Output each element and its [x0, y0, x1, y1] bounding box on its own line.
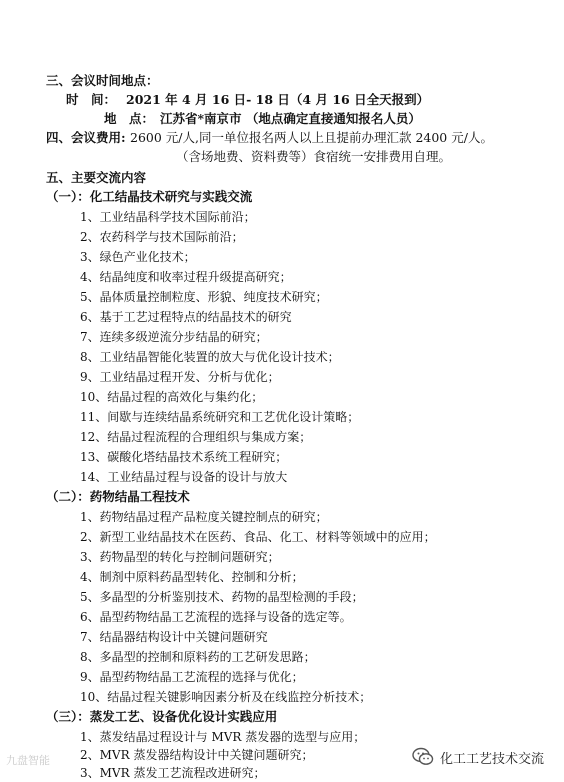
- time-label: 时 间：: [66, 92, 117, 107]
- list-item: 7、连续多级逆流分步结晶的研究；: [80, 330, 268, 344]
- left-watermark: [6, 752, 50, 768]
- list-item: 12、结晶过程流程的合理组织与集成方案；: [80, 430, 312, 444]
- category-title: （三）：蒸发工艺、设备优化设计实践应用: [46, 709, 278, 724]
- list-item: 2、新型工业结晶技术在医药、食品、化工、材料等领域中的应用；: [80, 530, 436, 544]
- list-item: 6、晶型药物结晶工艺流程的选择与设备的选定等。: [80, 610, 352, 624]
- left-watermark-text: 九盘智能: [6, 754, 50, 767]
- fee-line-1: 2600 元/人,同一单位报名两人以上且提前办理汇款 2400 元/人。: [130, 130, 493, 145]
- list-item: 1、药物结晶过程产品粒度关键控制点的研究；: [80, 510, 328, 524]
- list-item: 8、多晶型的控制和原料药的工艺研发思路；: [80, 650, 316, 664]
- list-item: 9、工业结晶过程开发、分析与优化；: [80, 370, 280, 384]
- watermark-text: 化工工艺技术交流: [439, 751, 544, 767]
- category-title: （二）：药物结晶工程技术: [46, 489, 190, 504]
- list-item: 3、药物晶型的转化与控制问题研究；: [80, 550, 280, 564]
- list-item: 14、工业结晶过程与设备的设计与放大: [80, 470, 288, 484]
- list-item: 2、农药科学与技术国际前沿；: [80, 230, 244, 244]
- category-title: （一）：化工结晶技术研究与实践交流: [46, 189, 253, 204]
- wechat-watermark: [412, 746, 544, 768]
- list-item: 4、制剂中原料药晶型转化、控制和分析；: [80, 570, 304, 584]
- place-value: 江苏省*南京市 （地点确定直接通知报名人员）: [160, 111, 421, 126]
- time-value: 2021 年 4 月 16 日- 18 日（4 月 16 日全天报到）: [126, 92, 430, 107]
- list-item: 13、碳酸化塔结晶技术系统工程研究；: [80, 450, 288, 464]
- section3-title: 三、会议时间地点：: [46, 73, 159, 88]
- section5-title: 五、主要交流内容: [46, 170, 147, 185]
- fee-line-2: （含场地费、资料费等）食宿统一安排费用自理。: [176, 149, 452, 164]
- section4-label: 四、会议费用:: [46, 130, 126, 145]
- list-item: 7、结晶器结构设计中关键问题研究: [80, 630, 268, 644]
- list-item: 8、工业结晶智能化装置的放大与优化设计技术；: [80, 350, 340, 364]
- list-item: 9、晶型药物结晶工艺流程的选择与优化；: [80, 670, 304, 684]
- list-item: 5、晶体质量控制粒度、形貌、纯度技术研究；: [80, 290, 328, 304]
- list-item: 1、工业结晶科学技术国际前沿；: [80, 210, 256, 224]
- list-item: 2、MVR 蒸发器结构设计中关键问题研究；: [80, 748, 314, 762]
- list-item: 11、间歇与连续结晶系统研究和工艺优化设计策略；: [80, 410, 360, 424]
- wechat-icon: [412, 746, 434, 768]
- list-item: 10、结晶过程关键影响因素分析及在线监控分析技术；: [80, 690, 372, 704]
- list-item: 10、结晶过程的高效化与集约化；: [80, 390, 264, 404]
- list-item: 3、MVR 蒸发工艺流程改进研究；: [80, 766, 266, 780]
- list-item: 5、多晶型的分析鉴别技术、药物的晶型检测的手段；: [80, 590, 364, 604]
- place-label: 地 点：: [104, 111, 155, 126]
- list-item: 1、蒸发结晶过程设计与 MVR 蒸发器的选型与应用；: [80, 730, 366, 744]
- list-item: 6、基于工艺过程特点的结晶技术的研究: [80, 310, 292, 324]
- list-item: 3、绿色产业化技术；: [80, 250, 196, 264]
- list-item: 4、结晶纯度和收率过程升级提高研究；: [80, 270, 292, 284]
